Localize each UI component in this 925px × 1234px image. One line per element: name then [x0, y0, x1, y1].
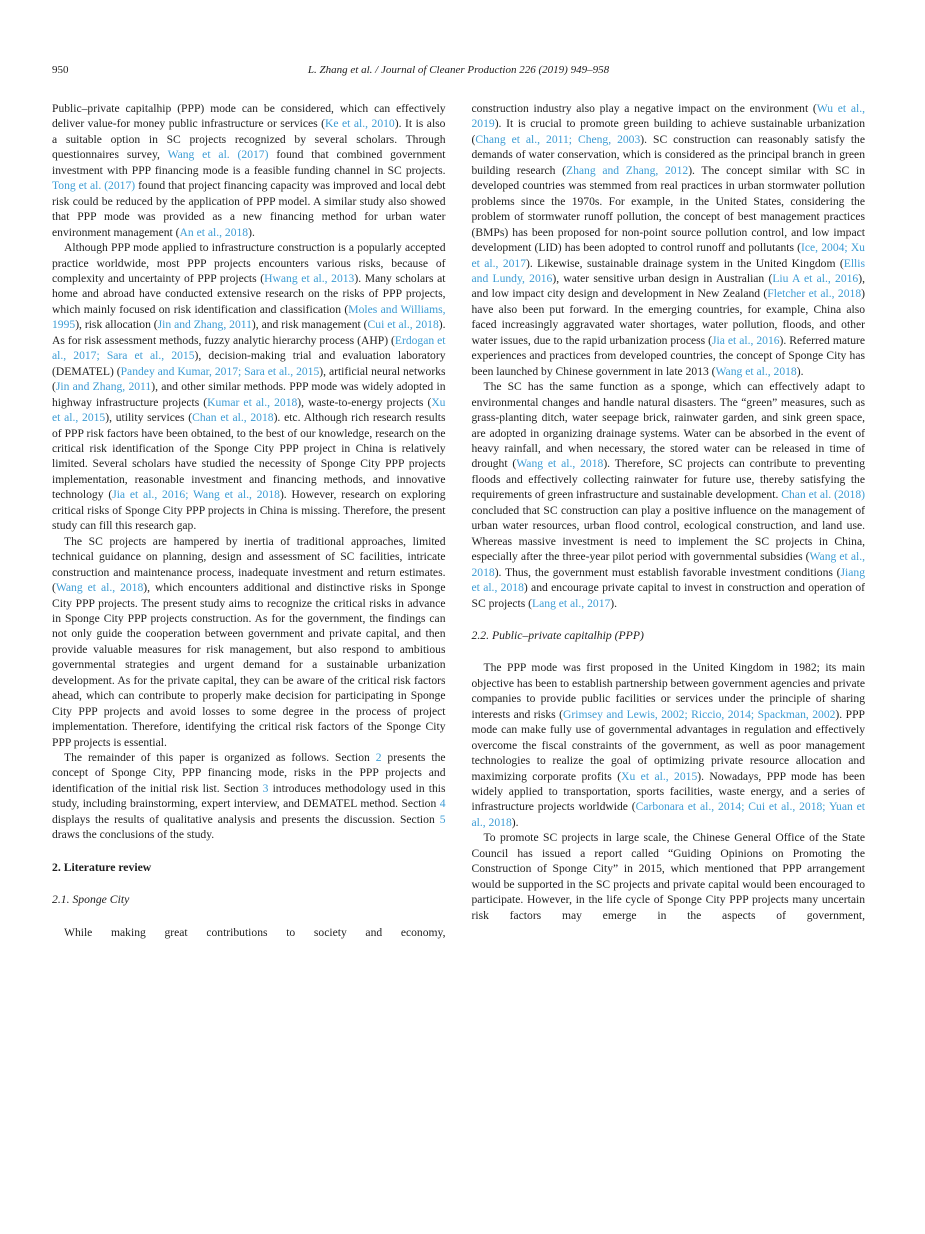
text-run: ). It is also a suitable option in SC projects recognized by several scholars. Through questionnaires survey,: [52, 117, 446, 162]
text-run: ), waste-to-energy projects (: [297, 395, 432, 409]
text-run: draws the conclusions of the study.: [52, 828, 215, 842]
text-run: The SC projects are hampered by inertia of traditional approaches, limited technical guidance on planning, design and assessment of SC facilities, intricate construction and maintenance process, inadequate investment and return estimates. (: [52, 534, 446, 595]
citation-link[interactable]: 3: [262, 781, 269, 795]
citation-link[interactable]: Moles and Williams, 1995: [52, 302, 446, 332]
citation-link[interactable]: Tong et al. (2017): [52, 179, 136, 193]
text-run: ). It is crucial to promote green building to achieve sustainable urbanization (: [471, 117, 865, 146]
text-run: ). The concept similar with SC in developed countries was stemmed from real practices in urban stormwater pollution problems since the 1970s. For example, in the United States, considering the problem of stormwater runoff pollution, the concept of best management practices (BMPs) has been proposed for non-point source pollution control, and low impact development (LID) has been adopted to control runoff and pollutants (: [471, 163, 866, 255]
citation-link[interactable]: Kumar et al., 2018: [207, 395, 298, 409]
text-run: ), decision-making trial and evaluation laboratory (DEMATEL) (: [52, 349, 446, 378]
text-run: concluded that SC construction can play a positive influence on the management of urban water resources, urban flood control, ecological construction, and land use. Whereas massive investment is need to implement the SC projects in China, especially after the three-year pilot period with governmental subsidies (: [471, 503, 865, 564]
left-column: [52, 101, 446, 940]
text-run: While making great contributions to society and economy,: [64, 925, 446, 939]
text-run: ). etc. Although rich research results of PPP risk factors have been obtained, to the best of our knowledge, research on the critical risk identification of the Sponge City PPP project in China is relatively limited. Several scholars have studied the necessity of Sponge City PPP projects implementation, reasonable investment and financing methods, and innovative technology (: [52, 411, 446, 502]
text-run: ), artificial neural networks (: [52, 364, 446, 394]
text-run: ), and other similar methods. PPP mode was widely adopted in highway infrastructure projects (: [52, 380, 446, 409]
citation-link[interactable]: Jin and Zhang, 2011: [55, 380, 152, 394]
citation-link[interactable]: Wu et al., 2019: [471, 102, 865, 131]
text-run: found that combined government investment with PPP financing mode is a feasible funding channel in SC projects.: [52, 148, 446, 177]
citation-link[interactable]: Jia et al., 2016; Wang et al., 2018: [112, 488, 280, 502]
citation-link[interactable]: Chan et al. (2018): [781, 488, 865, 502]
citation-link[interactable]: Fletcher et al., 2018: [767, 287, 862, 301]
citation-link[interactable]: Lang et al., 2017: [532, 596, 611, 610]
citation-link[interactable]: Cui et al., 2018: [367, 318, 439, 332]
section-heading: 2. Literature review: [52, 860, 152, 874]
citation-link[interactable]: Pandey and Kumar, 2017; Sara et al., 2015: [120, 364, 320, 378]
text-run: ). Likewise, sustainable drainage system in the United Kingdom (: [526, 256, 844, 270]
citation-link[interactable]: Jiang et al., 2018: [471, 565, 865, 595]
citation-link[interactable]: Hwang et al., 2013: [264, 271, 355, 285]
subsection-heading: 2.1. Sponge City: [52, 893, 130, 907]
paragraph: [472, 830, 866, 923]
subsection-heading: 2.2. Public–private capitalhip (PPP): [471, 628, 644, 642]
citation-link[interactable]: Xu et al., 2015: [621, 769, 698, 783]
citation-link[interactable]: An et al., 2018: [179, 225, 249, 239]
text-run: ). SC construction can reasonably satisfy the demands of water conservation, which is considered as the principal branch in green building research (: [471, 132, 865, 177]
citation-link[interactable]: Ke et al., 2010: [325, 117, 395, 131]
text-run: ), and risk management (: [251, 318, 368, 332]
text-run: ), water sensitive urban design in Australian (: [552, 271, 773, 285]
citation-link[interactable]: Ellis and Lundy, 2016: [471, 256, 865, 285]
text-run: ). Many scholars at home and abroad have conducted extensive research on the risks of PPP projects, which mainly focused on risk identification and classification (: [52, 271, 446, 316]
paragraph: [472, 101, 866, 379]
citation-link[interactable]: Liu A et al., 2016: [772, 271, 859, 285]
paragraph: [52, 925, 446, 940]
citation-link[interactable]: 2: [375, 751, 382, 765]
text-run: ), utility services (: [105, 411, 193, 425]
text-run: ), and low impact city design and development in New Zealand (: [471, 271, 865, 301]
citation-link[interactable]: Erdogan et al., 2017; Sara et al., 2015: [52, 333, 446, 363]
page-number: 950: [52, 64, 69, 76]
citation-link[interactable]: 4: [439, 797, 446, 811]
text-run: construction industry also play a negative impact on the environment (: [471, 102, 817, 115]
text-run: ). Referred mature experiences and practices from developed countries, the concept of Sponge City has been launched by Chinese government in late 2013 (: [471, 333, 866, 378]
citation-link[interactable]: Jia et al., 2016: [712, 333, 780, 347]
two-column-body: [52, 101, 865, 940]
text-run: ), which encounters additional and distinctive risks in Sponge City PPP projects. The present study aims to recognize the critical risks in advance in Sponge City PPP projects construction. As for the government, the findings can not only guide the cooperation between government and private capital, and then provide valuable measures for risk management, but also respond to ambitious governmental strategies and urgent demand for a sustainable urbanization development. As for the private capital, they can be aware of the critical risk factors ahead, which can contribute to properly make decision for participating in Sponge City PPP projects and avoid losses to some degree in the process of project implementation. Therefore, identifying the critical risk factors of the Sponge City PPP projects is essential.: [52, 581, 446, 749]
paragraph: [52, 240, 446, 534]
paragraph: [52, 534, 446, 750]
text-run: ).: [511, 815, 519, 829]
citation-link[interactable]: Carbonara et al., 2014; Cui et al., 2018; Yuan et al., 2018: [471, 800, 865, 829]
citation-link[interactable]: 5: [439, 812, 446, 826]
text-run: ).: [248, 225, 255, 239]
paragraph: [472, 379, 866, 611]
citation-link[interactable]: Wang et al., 2018: [471, 550, 865, 579]
text-run: ). Thus, the government must establish favorable investment conditions (: [494, 565, 841, 579]
text-run: Although PPP mode applied to infrastructure construction is a popularly accepted practice worldwide, most PPP projects encounters various risks, because of complexity and uncertainty of PPP projects (: [52, 241, 446, 285]
paragraph: [52, 750, 446, 843]
text-run: ).: [610, 596, 618, 610]
citation-link[interactable]: Grimsey and Lewis, 2002; Riccio, 2014; Spackman, 2002: [563, 707, 836, 721]
text-run: ). However, research on exploring critical risks of Sponge City PPP projects in China is missing. Therefore, the present study can fill this research gap.: [52, 488, 446, 533]
citation-link[interactable]: Wang et al., 2018: [516, 457, 604, 471]
text-run: The PPP mode was first proposed in the United Kingdom in 1982; its main objective has been to establish partnership between government agencies and private companies to provide public facilities or services under the principle of sharing interests and risks (: [471, 661, 865, 721]
text-run: The SC has the same function as a sponge, which can effectively adapt to environmental changes and handle natural disasters. The “green” measures, such as grass-planting ditch, water seepage brick, rainwater garden, and sink green space, are adopted in organizing drainage systems. Water can be absorbed in the event of heavy rainfall, and when necessary, the stored water can be released in time of drought (: [471, 380, 865, 471]
text-run: ). As for risk assessment methods, fuzzy analytic hierarchy process (AHP) (: [52, 318, 446, 347]
text-run: ).: [796, 364, 804, 378]
citation-link[interactable]: Chang et al., 2011; Cheng, 2003: [475, 132, 641, 146]
text-run: introduces methodology used in this study, including brainstorming, expert interview, and DEMATEL method. Section: [52, 781, 446, 811]
right-column: [472, 101, 866, 940]
citation-link[interactable]: Xu et al., 2015: [52, 395, 446, 425]
text-run: Public–private capitalhip (PPP) mode can be considered, which can effectively deliver value-for money public infrastructure or services (: [52, 102, 446, 131]
text-run: ). Therefore, SC projects can contribute to preventing floods and effectively collecting rainwater for future use, thereby satisfying the requirements of green infrastructure and sustainable development.: [471, 457, 865, 502]
citation-link[interactable]: Zhang and Zhang, 2012: [566, 163, 689, 177]
text-run: presents the concept of Sponge City, PPP financing mode, risks in the PPP projects and identification of the initial risk list. Section: [52, 751, 446, 795]
paragraph: [52, 101, 446, 240]
citation-link[interactable]: Chan et al., 2018: [192, 411, 274, 425]
text-run: To promote SC projects in large scale, the Chinese General Office of the State Council has issued a report called “Guiding Opinions on Promoting the Construction of Sponge City” in 2015, which mentioned that PPP arrangement would be supported in the SC projects and private capital would been encouraged to participate. However, in the life cycle of Sponge City PPP projects many uncertain risk factors may emerge in the aspects of government,: [471, 831, 865, 922]
text-run: ) have also been put forward. In the emerging countries, for example, China also faced increasingly aggravated water shortages, water pollution, floods, and other water issues, due to the rapid urbanization process (: [471, 287, 865, 347]
text-run: displays the results of qualitative analysis and presents the discussion. Section: [52, 812, 440, 826]
citation-link[interactable]: Ice, 2004; Xu et al., 2017: [471, 241, 865, 270]
paragraph: [472, 660, 866, 830]
citation-link[interactable]: Wang et al. (2017): [167, 148, 269, 162]
text-run: ) and encourage private capital to invest in construction and operation of SC projects (: [471, 581, 865, 610]
text-run: found that project financing capacity was improved and local debt risk could be reduced by the application of PPP model. A similar study also showed that PPP mode was provided as a new financing method for urban water environment management (: [52, 179, 446, 239]
text-run: ). PPP mode can make fully use of governmental advantages in regulation and effectively overcome the fiscal constraints of the government, as well as poor management technologies to realize the goal of optimizing private resource allocation and maximizing corporate profits (: [471, 707, 865, 783]
citation-link[interactable]: Jin and Zhang, 2011: [157, 318, 252, 332]
text-run: ), risk allocation (: [75, 318, 158, 332]
citation-link[interactable]: Wang et al., 2018: [55, 581, 144, 595]
text-run: ). Nowadays, PPP mode has been widely applied to transportation, sports facilities, waste energy, and a series of infrastructure projects worldwide (: [471, 769, 865, 814]
page-header: [52, 64, 865, 79]
text-run: The remainder of this paper is organized as follows. Section: [64, 751, 376, 765]
citation-link[interactable]: Wang et al., 2018: [715, 364, 797, 378]
running-title: L. Zhang et al. / Journal of Cleaner Production 226 (2019) 949–958: [307, 64, 610, 76]
